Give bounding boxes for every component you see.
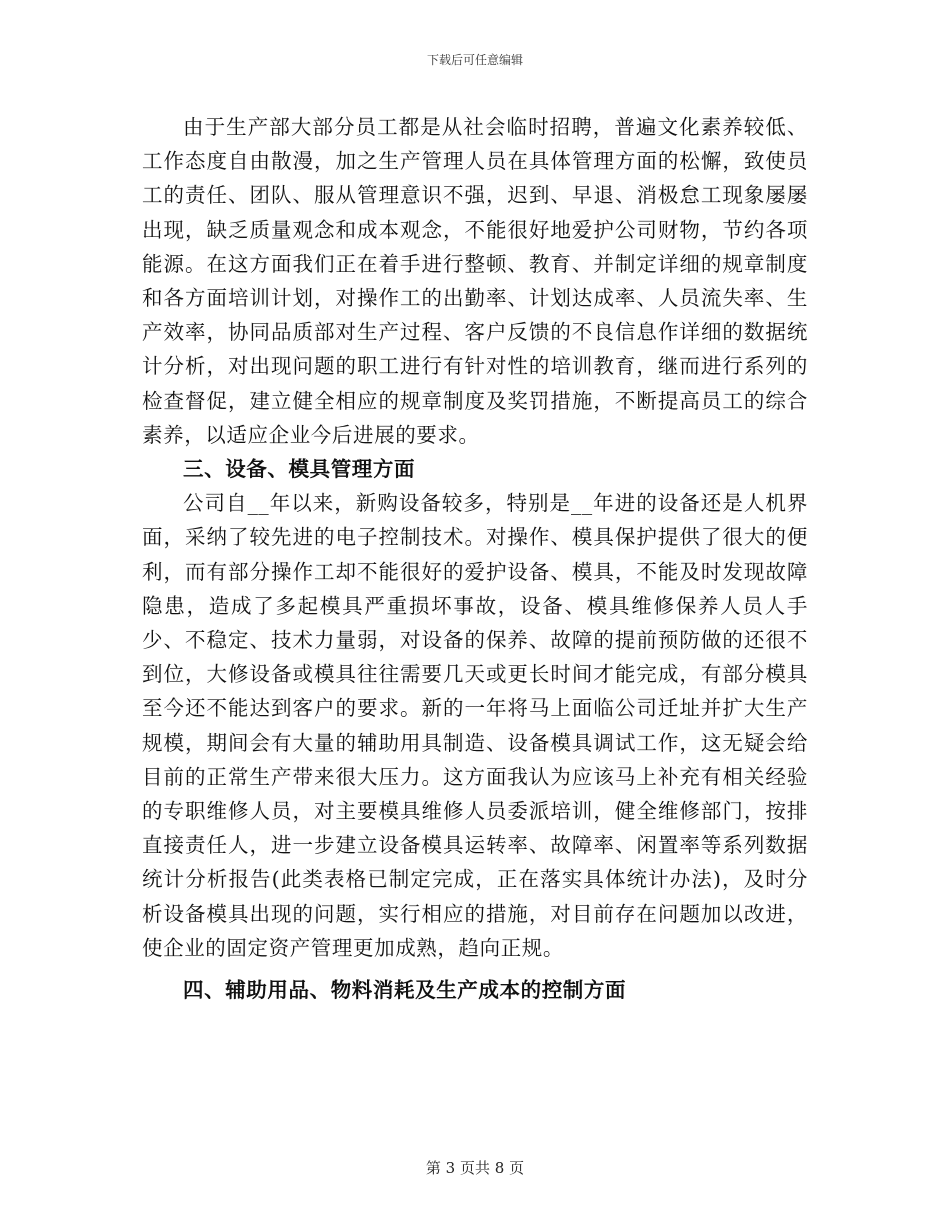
paragraph-equipment-molds: 公司自__年以来，新购设备较多，特别是__年进的设备还是人机界面，采纳了较先进的电子控制技术。对操作、模具保护提供了很大的便利，而有部分操作工却不能很好的爱护设备、模具，不能及时发现故障隐患，造成了多起模具严重损坏事故，设备、模具维修保养人员人手少、不稳定、技术力量弱，对设备的保养、故障的提前预防做的还很不到位，大修设备或模具往往需要几天或更长时间才能完成，有部分模具至今还不能达到客户的要求。新的一年将马上面临公司迁址并扩大生产规模，期间会有大量的辅助用具制造、设备模具调试工作，这无疑会给目前的正常生产带来很大压力。这方面我认为应该马上补充有相关经验的专职维修人员，对主要模具维修人员委派培训，健全维修部门，按排直接责任人，进一步建立设备模具运转率、故障率、闲置率等系列数据统计分析报告(此类表格已制定完成，正在落实具体统计办法)，及时分析设备模具出现的问题，实行相应的措施，对目前存在问题加以改进，使企业的固定资产管理更加成熟，趋向正规。 (142, 491, 808, 960)
section-heading-cost-control: 四、辅助用品、物料消耗及生产成本的控制方面 (183, 978, 627, 1003)
page-number: 第 3 页共 8 页 (425, 1159, 525, 1177)
page-header-note: 下载后可任意编辑 (426, 53, 523, 67)
paragraph-staff-quality: 由于生产部大部分员工都是从社会临时招聘，普遍文化素养较低、工作态度自由散漫，加之生产管理人员在具体管理方面的松懈，致使员工的责任、团队、服从管理意识不强，迟到、早退、消极怠工现象屡屡出现，缺乏质量观念和成本观念，不能很好地爱护公司财物，节约各项能源。在这方面我们正在着手进行整顿、教育、并制定详细的规章制度和各方面培训计划，对操作工的出勤率、计划达成率、人员流失率、生产效率，协同品质部对生产过程、客户反馈的不良信息作详细的数据统计分析，对出现问题的职工进行有针对性的培训教育，继而进行系列的检查督促，建立健全相应的规章制度及奖罚措施，不断提高员工的综合素养，以适应企业今后进展的要求。 (142, 115, 808, 447)
section-heading-equipment: 三、设备、模具管理方面 (183, 457, 416, 482)
document-body (142, 110, 808, 1007)
